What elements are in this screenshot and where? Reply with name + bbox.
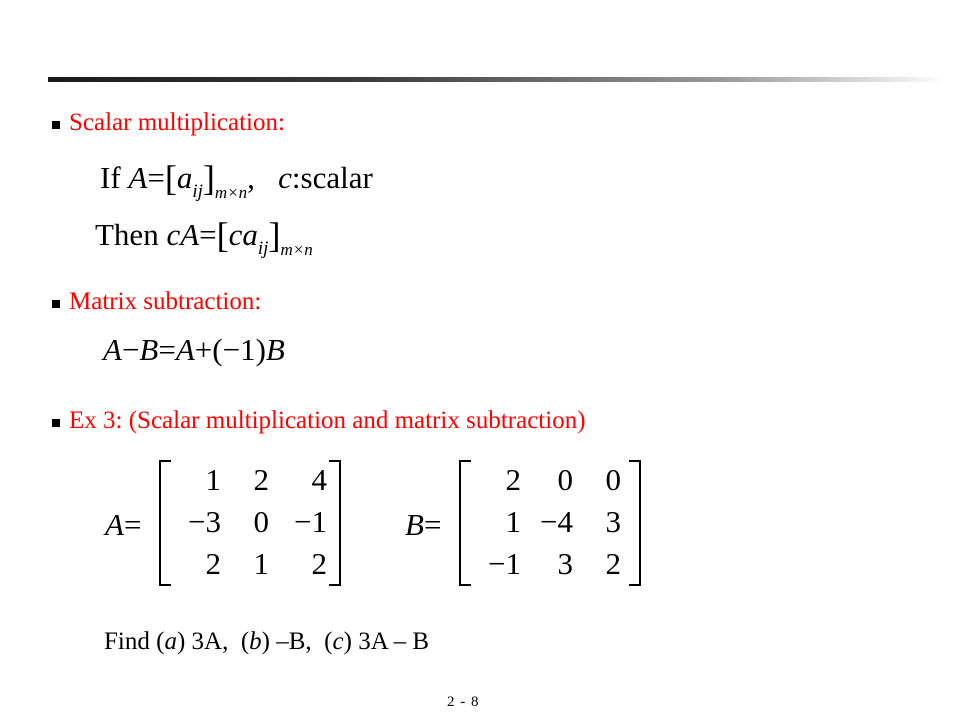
matrix-cell: 4: [311, 462, 327, 497]
left-bracket: [: [216, 215, 229, 255]
sub-mxn: m×n: [214, 183, 248, 202]
matrix-a-eq: =: [123, 507, 142, 542]
part-a-label: a: [164, 628, 177, 655]
neg-one: (−1): [212, 332, 266, 367]
bullet-square: [52, 121, 60, 129]
heading-scalar: Scalar multiplication:: [69, 109, 285, 136]
right-bracket: ]: [268, 215, 281, 255]
word-if: If: [100, 160, 121, 195]
sym-A: A: [128, 160, 148, 195]
heading-example: Ex 3: (Scalar multiplication and matrix subtraction): [69, 407, 586, 434]
title-divider: [48, 77, 948, 82]
matrix-b-label: [405, 507, 441, 543]
find-instruction: [104, 628, 429, 656]
matrix-cell: −1: [488, 546, 521, 581]
comma: ,: [247, 160, 255, 195]
bullet-example: [52, 407, 586, 435]
sym-A: A: [103, 332, 122, 367]
sym-cA: cA: [166, 217, 200, 252]
matrix-a-label: [105, 507, 141, 543]
matrix-cell: 0: [605, 462, 621, 497]
matrix-cell: 2: [205, 546, 221, 581]
left-bracket: [460, 461, 471, 585]
matrix-cell: 0: [557, 462, 573, 497]
matrix-cell: 2: [311, 546, 327, 581]
sym-B: B: [139, 332, 159, 367]
part-b-expr: –B,: [276, 628, 312, 655]
matrix-cell: −3: [188, 504, 221, 539]
bullet-square: [52, 419, 60, 427]
matrix-cell: 2: [253, 462, 269, 497]
matrix-cell: 2: [605, 546, 621, 581]
matrix-b-name: B: [405, 507, 424, 542]
bullet-scalar: [52, 109, 285, 137]
sub-ij: ij: [192, 181, 203, 202]
sym-a: a: [176, 160, 193, 195]
bullet-square: [52, 300, 60, 308]
matrix-cell: 2: [505, 462, 521, 497]
sym-plus: +: [194, 332, 213, 367]
page-number: 2 - 8: [447, 694, 480, 710]
sym-eq: =: [199, 217, 217, 252]
scalar-label: :scalar: [291, 160, 373, 195]
part-a-expr: 3A,: [191, 628, 229, 655]
sub-mxn: m×n: [280, 240, 313, 259]
find-word: Find: [104, 628, 150, 655]
matrix-b-grid: [471, 464, 631, 584]
paren: ): [343, 628, 352, 655]
sym-B: B: [265, 332, 285, 367]
sym-ca: ca: [228, 217, 258, 252]
matrix-cell: 3: [557, 546, 573, 581]
sym-eq: =: [158, 332, 176, 367]
bullet-subtraction: [52, 288, 261, 316]
formula-then: [95, 215, 313, 259]
matrix-b: [405, 458, 645, 588]
sym-eq: =: [147, 160, 165, 195]
right-bracket: ]: [202, 158, 215, 198]
matrix-cell: 1: [253, 546, 269, 581]
matrix-cell: 1: [205, 462, 221, 497]
matrix-a: [105, 458, 345, 588]
sym-A: A: [175, 332, 195, 367]
word-then: Then: [95, 217, 159, 252]
heading-subtraction: Matrix subtraction:: [69, 288, 262, 315]
left-bracket: [160, 461, 171, 585]
sym-c: c: [278, 160, 292, 195]
part-b-label: b: [249, 628, 262, 655]
matrix-cell: 3: [605, 504, 621, 539]
matrix-a-name: A: [105, 507, 124, 542]
paren: ): [261, 628, 270, 655]
left-bracket: [: [164, 158, 177, 198]
part-c-expr: 3A – B: [358, 628, 430, 655]
matrix-cell: −4: [540, 504, 573, 539]
matrix-b-eq: =: [423, 507, 442, 542]
matrix-cell: 1: [505, 504, 521, 539]
paren: (: [156, 628, 165, 655]
paren: (: [240, 628, 250, 655]
matrix-cell: 0: [253, 504, 269, 539]
matrix-a-grid: [171, 464, 331, 584]
sub-ij: ij: [257, 238, 269, 259]
paren: ): [176, 628, 186, 655]
part-c-label: c: [332, 628, 344, 655]
formula-subtraction: [103, 334, 285, 365]
paren: (: [324, 628, 333, 655]
formula-if: [100, 158, 373, 202]
sym-minus: −: [121, 332, 140, 367]
matrix-cell: −1: [294, 504, 327, 539]
